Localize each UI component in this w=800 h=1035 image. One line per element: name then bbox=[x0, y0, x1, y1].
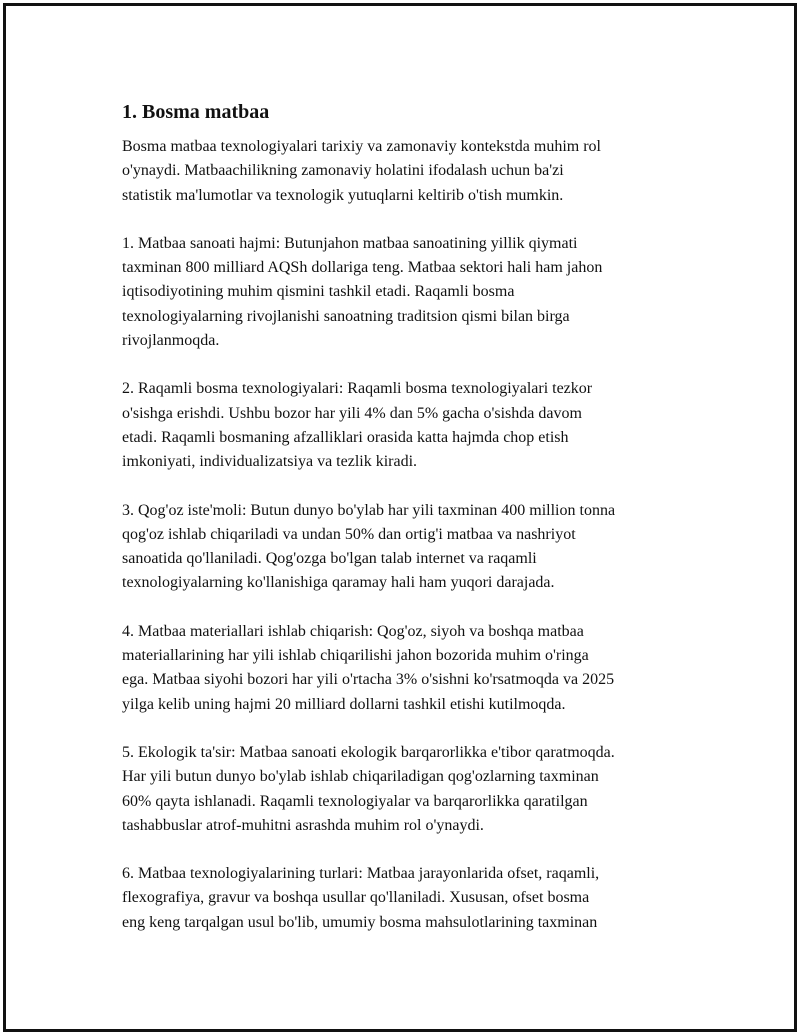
paragraph-materials-production: 4. Matbaa materiallari ishlab chiqarish: Qog'oz, siyoh va boshqa matbaa materiallarining har yili ishlab chiqarilishi jahon bozorida muhim o'ringa ega. Matbaa siyohi bozori har yili o'rtacha 3% o'sishni ko'rsatmoqda va 2025 yilga kelib uning hajmi 20 milliard dollarni tashkil etishi kutilmoqda. bbox=[122, 622, 615, 713]
document-body bbox=[122, 99, 702, 959]
paragraph-printing-types: 6. Matbaa texnologiyalarining turlari: Matbaa jarayonlarida ofset, raqamli, flexografiya, gravur va boshqa usullar qo'llaniladi. Xususan, ofset bosma eng keng tarqalgan usul bo'lib, umumiy bosma mahsulotlarining taxminan bbox=[122, 865, 600, 931]
paragraph-digital-printing: 2. Raqamli bosma texnologiyalari: Raqamli bosma texnologiyalari tezkor o'sishga erishdi. Ushbu bozor har yili 4% dan 5% gacha o'sishda davom etadi. Raqamli bosmaning afzalliklari orasida katta hajmda chop etish imkoniyati, individualizatsiya va tezlik kiradi. bbox=[122, 380, 593, 471]
intro-paragraph: Bosma matbaa texnologiyalari tarixiy va zamonaviy kontekstda muhim rol o'ynaydi. Matbaachilikning zamonaviy holatini ifodalash uchun ba'zi statistik ma'lumotlar va texnologik yutuqlarni keltirib o'tish mumkin. bbox=[122, 138, 601, 204]
paragraph-industry-size: 1. Matbaa sanoati hajmi: Butunjahon matbaa sanoatining yillik qiymati taxminan 800 milliard AQSh dollariga teng. Matbaa sektori hali ham jahon iqtisodiyotining muhim qismini tashkil etadi. Raqamli bosma texnologiyalarning rivojlanishi sanoatning traditsion qismi bilan birga rivojlanmoqda. bbox=[122, 234, 603, 350]
paragraph-ecological-impact: 5. Ekologik ta'sir: Matbaa sanoati ekologik barqarorlikka e'tibor qaratmoqda. Har yili butun dunyo bo'ylab ishlab chiqariladigan qog'ozlarning taxminan 60% qayta ishlanadi. Raqamli texnologiyalar va barqarorlikka qaratilgan tashabbuslar atrof-muhitni asrashda muhim rol o'ynaydi. bbox=[122, 743, 615, 834]
section-heading: 1. Bosma matbaa bbox=[122, 101, 270, 123]
paragraph-paper-consumption: 3. Qog'oz iste'moli: Butun dunyo bo'ylab har yili taxminan 400 million tonna qog'oz ishlab chiqariladi va undan 50% dan ortig'i matbaa va nashriyot sanoatida qo'llaniladi. Qog'ozga bo'lgan talab internet va raqamli texnologiyalarning ko'llanishiga qaramay hali ham yuqori darajada. bbox=[122, 501, 616, 592]
page-frame bbox=[3, 3, 797, 1032]
